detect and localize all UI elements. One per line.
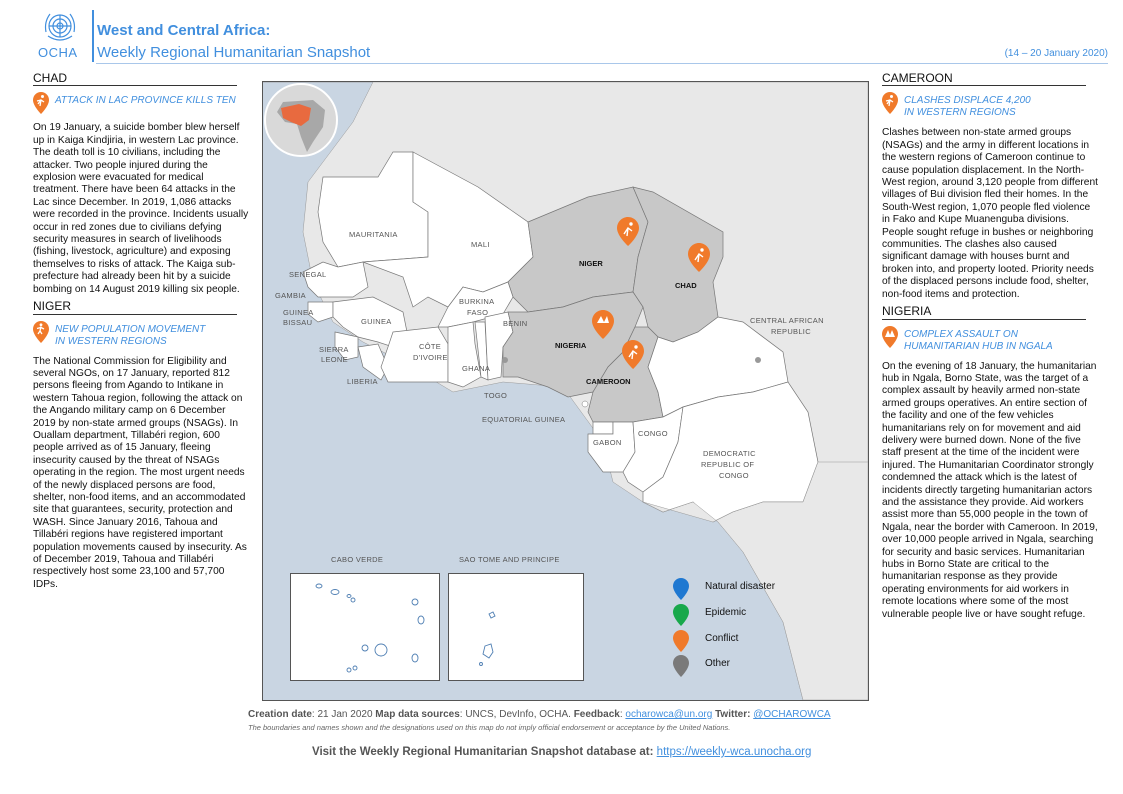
twitter-label: Twitter: [715,709,751,720]
headline-line-1: CLASHES DISPLACE 4,200 [904,95,1031,107]
inset-cabo-verde [290,573,440,681]
headline-line-2: HUMANITARIAN HUB IN NGALA [904,340,1053,352]
legend-label: Conflict [705,633,739,644]
conflict-pin-icon [673,630,689,652]
capital-porto-novo-marker [502,357,508,363]
label-gambia: GAMBIA [275,291,306,300]
database-link[interactable]: https://weekly-wca.unocha.org [656,746,812,758]
locator-globe-icon [263,82,339,158]
natural-disaster-pin-icon [673,578,689,600]
visit-database [312,746,811,758]
other-pin-icon [673,655,689,677]
label-drc-1: DEMOCRATIC [703,449,756,458]
headline-line-2: IN WESTERN REGIONS [55,335,167,347]
label-burkina-1: BURKINA [459,297,495,306]
label-equatorial-guinea: EQUATORIAL GUINEA [482,415,566,424]
legend-label: Epidemic [705,607,747,618]
label-liberia: LIBERIA [347,377,378,386]
nigeria-body: On the evening of 18 January, the humanitarian hub in Ngala, Borno State, was the target of a complex assault by heavily armed non-state armed groups operatives. An entire section of the facility and one of the few vehicles humanitarians rely on for movement and aid delivery were burned down. None of the five staff present at the time of the incident were injured. The Humanitarian Coordinator strongly condemned the attack which is the latest of incidents directly targeting humanitarian actors and the assistance they provide. Aid workers assist more than 55,000 people in the town of Ngala, near the border with Cameroon. In 2019, over 10,000 people arrived in Ngala, searching for security and basic services. Humanitarian hubs in Borno State are critical to the humanitarian response as they provide operating environments for aid workers in remote locations where some of the most vulnerable people live or have sought refuge. [882,360,1098,620]
country-equatorial-guinea [593,422,613,434]
section-title-cameroon: CAMEROON [882,72,1086,86]
section-title-nigeria: NIGERIA [882,305,1086,319]
ocha-logo-text: OCHA [38,45,78,60]
sources-label: Map data sources [375,709,460,720]
label-burkina-2: FASO [467,308,489,317]
label-guinea: GUINEA [361,317,392,326]
label-cameroon: CAMEROON [586,377,631,386]
label-mauritania: MAURITANIA [349,230,398,239]
sources-value: : UNCS, DevInfo, OCHA. [459,709,571,720]
label-togo: TOGO [484,391,508,400]
page-subtitle: Weekly Regional Humanitarian Snapshot [97,44,371,61]
headline-cameroon [882,92,1100,119]
label-benin: BENIN [503,319,528,328]
legend-item-conflict [673,630,823,652]
header [0,0,1123,70]
label-chad: CHAD [675,281,697,290]
epidemic-pin-icon [673,604,689,626]
header-divider [92,10,94,62]
visit-text: Visit the Weekly Regional Humanitarian Snapshot database at: [312,746,654,758]
headline-line-2: IN WESTERN REGIONS [904,107,1016,119]
section-title-chad: CHAD [33,72,237,86]
label-cote-1: CÔTE [419,342,442,351]
headline-text [55,321,205,348]
label-drc-2: REPUBLIC OF [701,460,755,469]
headline-text [904,326,1053,353]
headline-line-1: COMPLEX ASSAULT ON [904,328,1018,340]
attack-icon [882,326,898,348]
inset-sao-tome [448,573,584,681]
label-drc-3: CONGO [719,471,749,480]
displacement-icon [33,321,49,343]
creation-date-value: : 21 Jan 2020 [311,709,373,720]
label-car-1: CENTRAL AFRICAN [750,316,824,325]
twitter-link[interactable]: @OCHAROWCA [753,709,831,720]
cameroon-body: Clashes between non-state armed groups (NSAGs) and the army in different locations in the western regions of Cameroon continue to cause population displacement. In the North-West region, around 3,120 people from different villages of Bui division fled their homes. In the South-West region, 1,070 people fled violence in Fako and Kupe Muanenguba divisions. People sought refuge in bushes or neighboring communities. The clashes also caused significant damage with houses burnt and broken into, and property looted. Priority needs of the displaced persons include food, shelter, non-food items and protection. [882,127,1098,300]
headline-line-1: NEW POPULATION MOVEMENT [55,323,206,335]
inset-title-cabo-verde: CABO VERDE [331,555,384,564]
header-rule [96,63,1108,64]
label-nigeria: NIGERIA [555,341,587,350]
headline-chad [33,92,251,114]
label-guinea-bissau-1: GUINEA [283,308,314,317]
country-senegal [303,262,368,297]
label-niger: NIGER [579,259,603,268]
label-sierra-leone-2: LEONE [321,355,348,364]
legend-label: Natural disaster [705,581,776,592]
footer-credits [248,709,831,720]
headline-niger [33,321,251,348]
legend-item-natural-disaster [673,578,823,600]
page-title: West and Central Africa: [97,22,271,39]
headline-text [904,92,1031,119]
headline-nigeria [882,326,1100,353]
niger-body: The National Commission for Eligibility and several NGOs, on 17 January, reported 812 persons fleeing from Agando to Intikane in western Tahoua region, following the attack on the Angando military camp on 6 December 2019 by non-state armed groups (NSAGs). In Ouallam department, Tillabéri region, 600 people arrived as of 15 January, fleeing insecurity caused by the threat of NSAGs operating in the region. The most urgent needs of the newly displaced persons are food, shelter, non-food items, and an accommodated site that guarantees, security, protection and WASH. Since January 2016, Tahoua and Tillabéri regions have registered important population movements caused by insecurity. As of December 2019, Tahoua and Tillabéri respectively host some 23,100 and 57,700 IDPs. [33,355,247,590]
label-ghana: GHANA [462,364,491,373]
label-cote-2: D'IVOIRE [413,353,448,362]
label-gabon: GABON [593,438,622,447]
feedback-email-link[interactable]: ocharowca@un.org [625,709,713,720]
disclaimer: The boundaries and names shown and the designations used on this map do not imply official endorsement or acceptance by the United Nations. [248,723,731,732]
feedback-label: Feedback [573,709,620,720]
label-guinea-bissau-2: BISSAU [283,318,313,327]
section-title-niger: NIGER [33,300,237,314]
date-range: (14 – 20 January 2020) [1004,48,1108,59]
label-mali: MALI [471,240,490,249]
bioko-island [582,401,588,407]
right-column [882,72,1100,625]
label-sierra-leone-1: SIERRA [319,345,349,354]
legend-label: Other [705,658,731,669]
regional-map [262,81,869,701]
legend-item-other [673,655,823,677]
label-congo: CONGO [638,429,668,438]
conflict-icon [33,92,49,114]
headline-text: ATTACK IN LAC PROVINCE KILLS TEN [55,95,236,107]
feedback-separator: : [619,709,626,720]
conflict-icon [882,92,898,114]
label-car-2: REPUBLIC [771,327,811,336]
label-senegal: SENEGAL [289,270,327,279]
inset-title-sao-tome: SAO TOME AND PRINCIPE [459,555,560,564]
capital-bangui-marker [755,357,761,363]
legend-item-epidemic [673,604,823,626]
chad-body: On 19 January, a suicide bomber blew herself up in Kaiga Kindjiria, in western Lac province. The death toll is 10 civilians, including the attacker. Two people injured during the explosion were evacuated for medical treatment. There have been 64 attacks in the Lac since December. In 2019, 1,086 attacks were recorded in the province. Incidents usually occur in red zones due to civilians defying security measures in search of livelihoods (fishing, livestock, agriculture) and exposing themselves to risks of attack. The Kaiga sub-prefecture had already been hit by a suicide bombing on 14 August 2019 killing six people. [33,122,249,295]
creation-date-label: Creation date [248,709,312,720]
left-column [33,72,251,595]
